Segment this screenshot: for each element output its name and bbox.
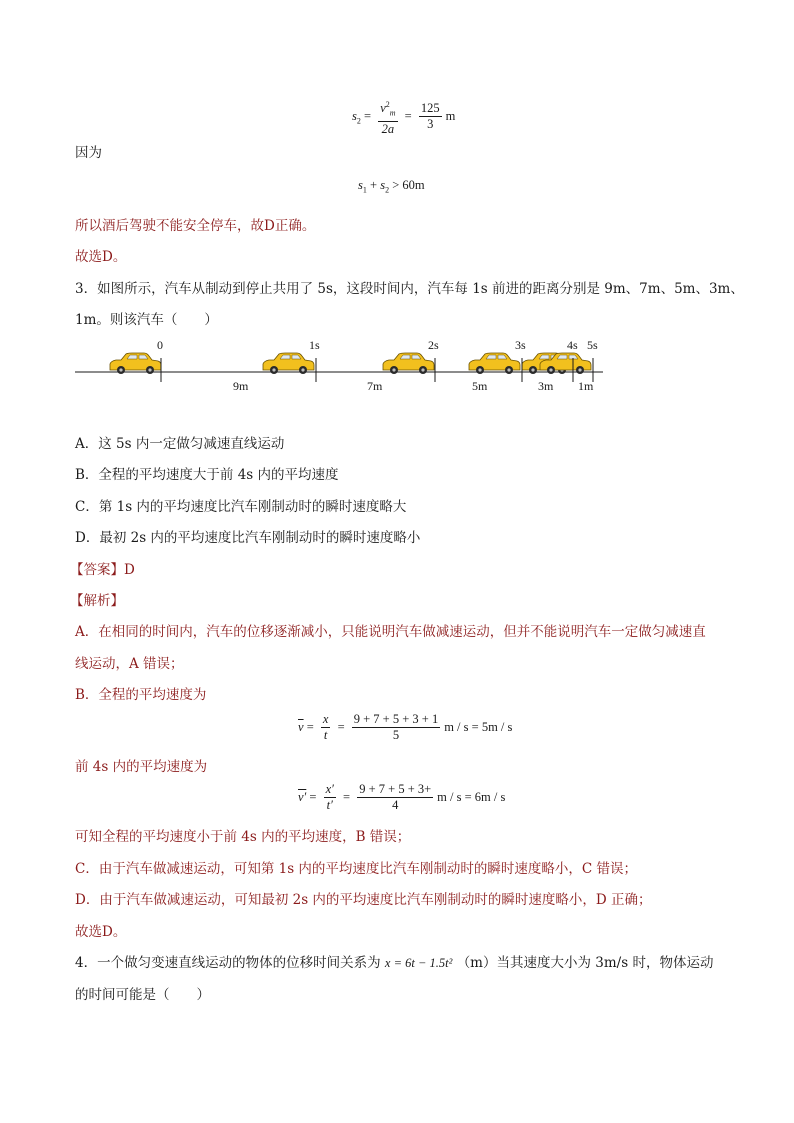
time-label-1s: 1s [309,338,320,352]
ineq-rhs: > 60m [392,178,425,192]
formula-s2-num2: 125 [420,101,440,116]
distance-label-1m: 1m [578,379,594,393]
v-4s-lhs: v′ [298,790,307,804]
q4-line1 [75,953,713,973]
time-label-5s: 5s [587,338,598,352]
option-a: A．这 5s 内一定做匀减速直线运动 [75,436,285,452]
ineq-plus: + [370,178,378,192]
ineq-a: s [358,178,363,192]
v-all-frac2 [352,712,440,743]
distance-label-7m: 7m [367,379,383,393]
v-all-n1: x [322,712,329,726]
v-all-frac1 [321,712,331,743]
v-all-tail: m / s = 5m / s [444,720,513,734]
v-4s-frac2 [357,782,433,813]
formula-inequality [358,178,425,195]
q4-suffix: （m）当其速度大小为 3m/s 时，物体运动 [456,955,714,971]
q4-prefix: 4．一个做匀变速直线运动的物体的位移时间关系为 [75,955,381,971]
analysis-label: 【解析】 [70,593,124,609]
v-all-lhs: $\overline{v}$ [298,720,304,734]
formula-s2-frac1 [378,97,397,137]
car-at-0 [110,353,161,374]
formula-s2-den: 2a [381,121,395,136]
v-all-n2: 9 + 7 + 5 + 3 + 1 [353,712,439,726]
first-4s-text: 前 4s 内的平均速度为 [75,759,208,775]
analysis-c: C．由于汽车做减速运动，可知第 1s 内的平均速度比汽车刚制动时的瞬时速度略小，C 错误； [75,861,638,877]
option-b: B．全程的平均速度大于前 4s 内的平均速度 [75,467,339,483]
ineq-b-sub: 2 [385,185,390,195]
v-4s-tail: m / s = 6m / s [437,790,506,804]
formula-s2-den2: 3 [427,117,434,132]
time-label-3s: 3s [515,338,526,352]
option-c: C．第 1s 内的平均速度比汽车刚制动时的瞬时速度略大 [75,499,407,515]
v-4s-d2: 4 [392,798,399,812]
analysis-b-conclusion: 可知全程的平均速度小于前 4s 内的平均速度，B 错误； [75,829,411,845]
v-4s-n2: 9 + 7 + 5 + 3+ [359,782,432,796]
formula-s2: $s_2$ = $\frac{v^2_m}{2a}$ = $\frac{125}{3}$ m [350,97,457,137]
time-label-0: 0 [157,338,163,352]
q4-line2: 的时间可能是（ ） [75,987,210,1003]
v-4s-frac1 [324,782,336,813]
formula-s2-lhs-sub: 2 [356,116,361,126]
formula-s2-lhs: s [352,108,357,123]
analysis-a-line2: 线运动，A 错误； [75,656,184,672]
formula-s2-frac2 [419,101,442,132]
conclusion-d: 所以酒后驾驶不能安全停车，故D正确。 [75,218,316,234]
v-all-d1: t [323,728,328,742]
formula-s2-num: v [380,101,386,116]
car-at-1s [263,353,314,374]
q3-line1: 3．如图所示，汽车从制动到停止共用了 5s，这段时间内，汽车每 1s 前进的距离分别是 9m、7m、5m、3m、 [75,281,744,297]
option-d: D．最初 2s 内的平均速度比汽车刚制动时的瞬时速度略小 [75,530,421,546]
formula-average-velocity-all: $\overline{v}$ = $\frac{x}{t}$ = $\frac{9 + 7 + 5 + 3 + 1}{5}$ m / s = 5m / s [298,712,513,742]
q4-formula: x = 6t − 1.5t² [384,956,453,970]
formula-average-velocity-4s: v′ = $\frac{x'}{t'}$ = $\frac{9 + 7 + 5 + 3+}{4}$ m / s = 6m / s [298,782,506,812]
ineq-b: s [380,178,386,192]
v-4s-n1: x′ [325,782,334,796]
distance-label-9m: 9m [233,379,249,393]
ineq-a-sub: 1 [362,185,367,195]
v-4s-d1: t′ [326,798,333,812]
analysis-d: D．由于汽车做减速运动，可知最初 2s 内的平均速度比汽车刚制动时的瞬时速度略小，D 正确； [75,892,652,908]
choose-d-2: 故选D。 [75,924,127,940]
distance-label-3m: 3m [538,379,554,393]
analysis-a-line1: A．在相同的时间内，汽车的位移逐渐减小，只能说明汽车做减速运动，但并不能说明汽车一定做匀减速直 [75,624,706,640]
answer-label: 【答案】D [70,562,135,578]
distance-label-5m: 5m [472,379,488,393]
analysis-b: B．全程的平均速度为 [75,687,207,703]
time-label-2s: 2s [428,338,439,352]
formula-s2-unit: m [445,109,456,124]
car-at-3s [469,353,520,374]
q3-line2: 1m。则该汽车（ ） [75,312,218,328]
formula-s2-num-sub: m [389,108,396,118]
formula-s2-num-sup: 2 [385,100,390,109]
v-all-d2: 5 [392,728,400,742]
time-label-4s: 4s [567,338,578,352]
because-text: 因为 [75,145,102,161]
choose-d-1: 故选D。 [75,249,127,265]
car-at-2s [383,353,434,374]
braking-diagram [73,338,618,398]
